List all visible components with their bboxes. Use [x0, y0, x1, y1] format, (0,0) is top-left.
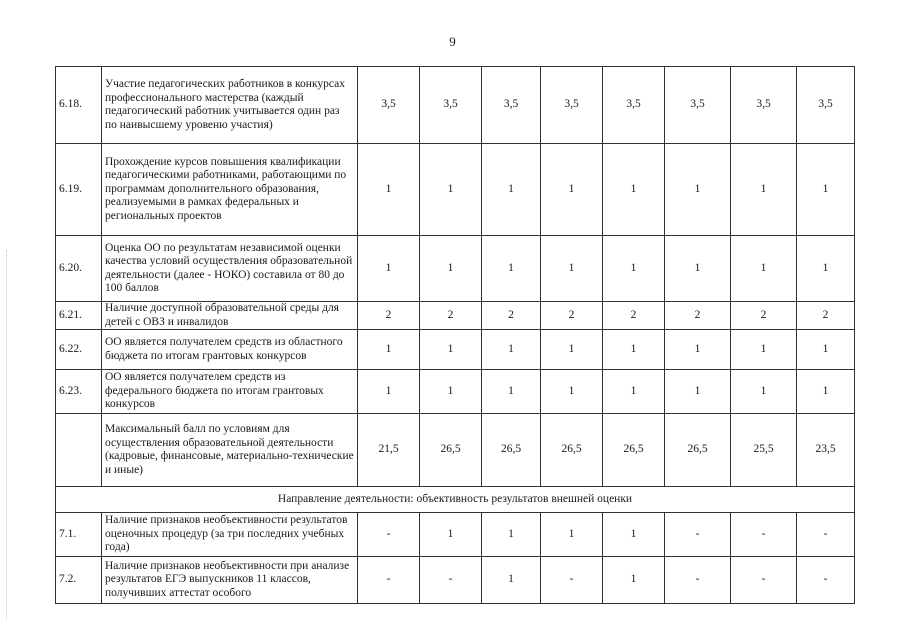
score-cell: 3,5 [420, 67, 482, 144]
indicator-description: ОО является получателем средств из федерального бюджета по итогам грантовых конкурсов [102, 370, 358, 414]
score-cell: - [731, 557, 797, 604]
score-cell: 26,5 [541, 414, 603, 487]
score-cell: 1 [420, 144, 482, 236]
score-cell: 1 [731, 144, 797, 236]
table-row [56, 414, 855, 487]
score-cell: 1 [541, 144, 603, 236]
score-cell: 1 [665, 330, 731, 370]
table-row [56, 330, 855, 370]
binding-margin-dots [6, 250, 8, 620]
table-row [56, 144, 855, 236]
score-cell: - [731, 513, 797, 557]
table-row [56, 557, 855, 604]
score-cell: 26,5 [603, 414, 665, 487]
section-header: Направление деятельности: объективность результатов внешней оценки [56, 487, 855, 513]
score-cell: 26,5 [665, 414, 731, 487]
row-number: 7.1. [56, 513, 102, 557]
score-cell: 26,5 [482, 414, 541, 487]
score-cell: 1 [482, 370, 541, 414]
score-cell: 1 [420, 370, 482, 414]
score-cell: 1 [665, 236, 731, 302]
score-cell: 1 [482, 513, 541, 557]
score-cell: 1 [358, 370, 420, 414]
score-cell: 21,5 [358, 414, 420, 487]
row-number: 6.18. [56, 67, 102, 144]
score-cell: - [665, 557, 731, 604]
table-row [56, 236, 855, 302]
score-cell: 2 [665, 302, 731, 330]
score-cell: 1 [665, 144, 731, 236]
score-cell: 1 [603, 144, 665, 236]
score-cell: 1 [665, 370, 731, 414]
indicator-description: Прохождение курсов повышения квалификации педагогическими работниками, работающими по программам дополнительного образования, реализуемыми в рамках федеральных и региональных проектов [102, 144, 358, 236]
score-cell: 2 [482, 302, 541, 330]
row-number: 6.20. [56, 236, 102, 302]
score-cell: 1 [603, 557, 665, 604]
row-number: 7.2. [56, 557, 102, 604]
score-cell: 1 [420, 513, 482, 557]
score-cell: 1 [541, 370, 603, 414]
table-row [56, 302, 855, 330]
score-cell: - [797, 513, 855, 557]
score-cell: 1 [797, 370, 855, 414]
score-cell: 3,5 [665, 67, 731, 144]
score-cell: - [420, 557, 482, 604]
score-cell: 1 [797, 144, 855, 236]
score-cell: 1 [603, 330, 665, 370]
score-cell: - [358, 557, 420, 604]
score-cell: 2 [358, 302, 420, 330]
score-cell: 1 [358, 330, 420, 370]
indicator-description: ОО является получателем средств из областного бюджета по итогам грантовых конкурсов [102, 330, 358, 370]
score-cell: 1 [358, 236, 420, 302]
score-cell: 1 [420, 330, 482, 370]
indicator-description: Наличие признаков необъективности результатов оценочных процедур (за три последних учебных года) [102, 513, 358, 557]
score-cell: 1 [797, 330, 855, 370]
score-cell: 3,5 [482, 67, 541, 144]
score-cell: 3,5 [603, 67, 665, 144]
score-cell: 26,5 [420, 414, 482, 487]
score-cell: 1 [420, 236, 482, 302]
score-cell: 3,5 [797, 67, 855, 144]
score-cell: 1 [482, 330, 541, 370]
score-cell: - [358, 513, 420, 557]
score-cell: 1 [482, 236, 541, 302]
row-number: 6.19. [56, 144, 102, 236]
score-cell: 3,5 [358, 67, 420, 144]
score-cell: 1 [731, 330, 797, 370]
score-cell: - [541, 557, 603, 604]
indicator-description: Наличие признаков необъективности при анализе результатов ЕГЭ выпускников 11 классов, получивших аттестат особого [102, 557, 358, 604]
section-header-row [56, 487, 855, 513]
score-cell: 1 [603, 370, 665, 414]
indicators-table [55, 66, 855, 604]
score-cell: 25,5 [731, 414, 797, 487]
row-number: 6.22. [56, 330, 102, 370]
indicator-description: Участие педагогических работников в конкурсах профессионального мастерства (каждый педагогический работник учитывается один раз по наивысшему уровеню участия) [102, 67, 358, 144]
score-cell: 1 [797, 236, 855, 302]
score-cell: 2 [420, 302, 482, 330]
table-row [56, 370, 855, 414]
score-cell: - [797, 557, 855, 604]
score-cell: 1 [731, 236, 797, 302]
score-cell: 3,5 [541, 67, 603, 144]
score-cell: 1 [482, 144, 541, 236]
score-cell: 1 [358, 144, 420, 236]
row-number [56, 414, 102, 487]
row-number: 6.21. [56, 302, 102, 330]
score-cell: 1 [603, 513, 665, 557]
score-cell: 1 [541, 330, 603, 370]
score-cell: 2 [603, 302, 665, 330]
page-number: 9 [449, 34, 456, 49]
score-cell: 1 [541, 513, 603, 557]
table-row [56, 513, 855, 557]
score-cell: 3,5 [731, 67, 797, 144]
score-cell: 1 [731, 370, 797, 414]
table-body [56, 67, 855, 604]
score-cell: 1 [541, 236, 603, 302]
score-cell: 2 [731, 302, 797, 330]
score-cell: 1 [603, 236, 665, 302]
indicator-description: Наличие доступной образовательной среды для детей с ОВЗ и инвалидов [102, 302, 358, 330]
score-cell: 23,5 [797, 414, 855, 487]
indicator-description: Оценка ОО по результатам независимой оценки качества условий осуществления образовательной деятельности (далее - НОКО) составила от 80 до 100 баллов [102, 236, 358, 302]
score-cell: 1 [482, 557, 541, 604]
score-cell: - [665, 513, 731, 557]
score-cell: 2 [541, 302, 603, 330]
score-cell: 2 [797, 302, 855, 330]
row-number: 6.23. [56, 370, 102, 414]
indicator-description: Максимальный балл по условиям для осуществления образовательной деятельности (кадровые, финансовые, материально-технические и иные) [102, 414, 358, 487]
table-row [56, 67, 855, 144]
